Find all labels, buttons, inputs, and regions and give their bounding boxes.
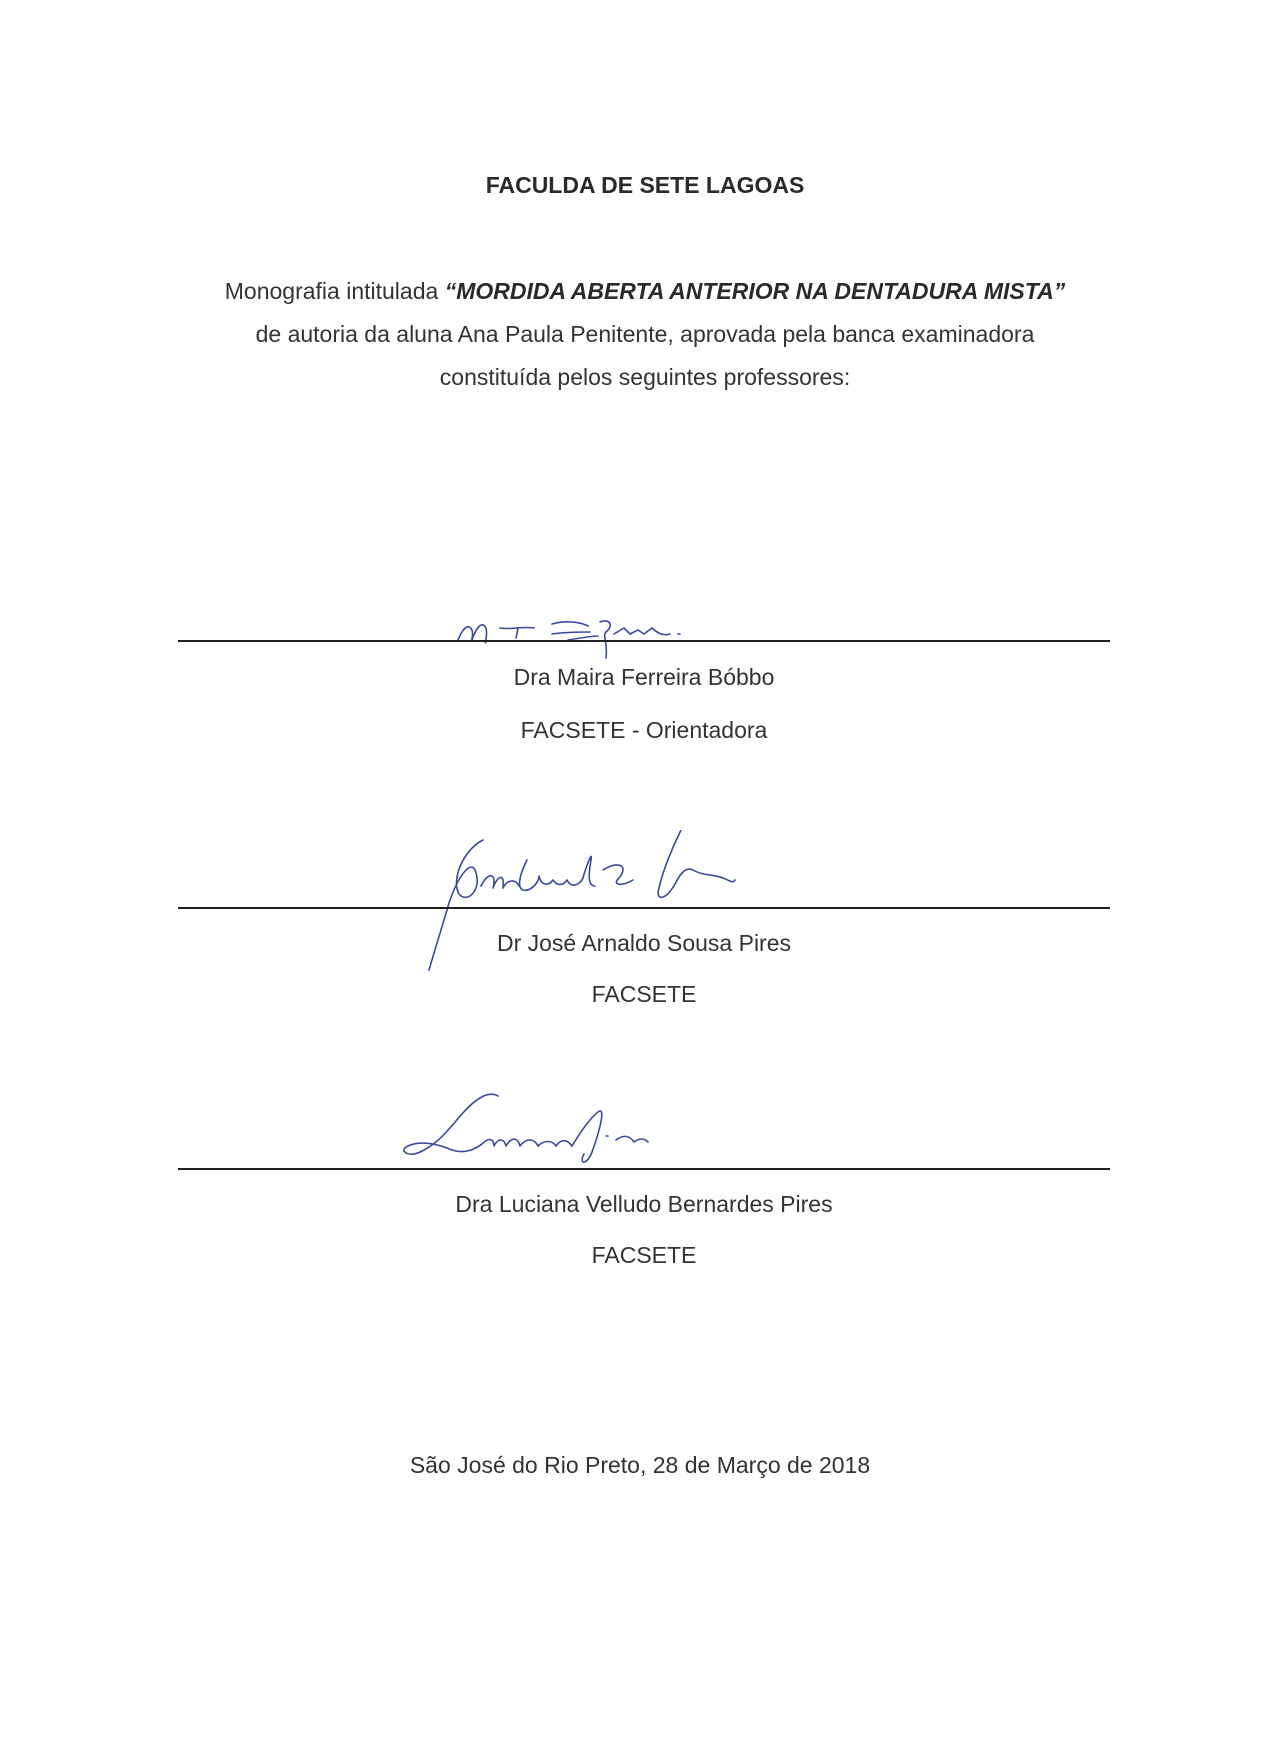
signature-line-1 bbox=[178, 640, 1110, 642]
signature-1 bbox=[448, 600, 748, 660]
examiner-role-3: FACSETE bbox=[591, 1242, 697, 1268]
approval-prefix: Monografia intitulada bbox=[224, 278, 445, 304]
institution-heading: FACULDA DE SETE LAGOAS bbox=[485, 172, 805, 198]
examiner-name-1: Dra Maira Ferreira Bóbbo bbox=[513, 664, 775, 690]
examiner-name-3: Dra Luciana Velludo Bernardes Pires bbox=[455, 1191, 833, 1217]
approval-statement bbox=[150, 270, 1140, 399]
examiner-role-1: FACSETE - Orientadora bbox=[520, 717, 768, 743]
place-and-date: São José do Rio Preto, 28 de Março de 2018 bbox=[409, 1452, 871, 1478]
approval-line-2: de autoria da aluna Ana Paula Penitente, aprovada pela banca examinadora bbox=[255, 321, 1035, 347]
signature-2 bbox=[423, 830, 793, 980]
monograph-title: “MORDIDA ABERTA ANTERIOR NA DENTADURA MISTA” bbox=[444, 278, 1066, 304]
approval-line-1 bbox=[150, 270, 1140, 313]
signature-line-3 bbox=[178, 1168, 1110, 1170]
examiner-role-2: FACSETE bbox=[591, 981, 697, 1007]
examiner-name-2: Dr José Arnaldo Sousa Pires bbox=[496, 930, 792, 956]
signature-3 bbox=[378, 1090, 698, 1170]
signature-line-2 bbox=[178, 907, 1110, 909]
approval-line-3: constituída pelos seguintes professores: bbox=[439, 364, 851, 390]
